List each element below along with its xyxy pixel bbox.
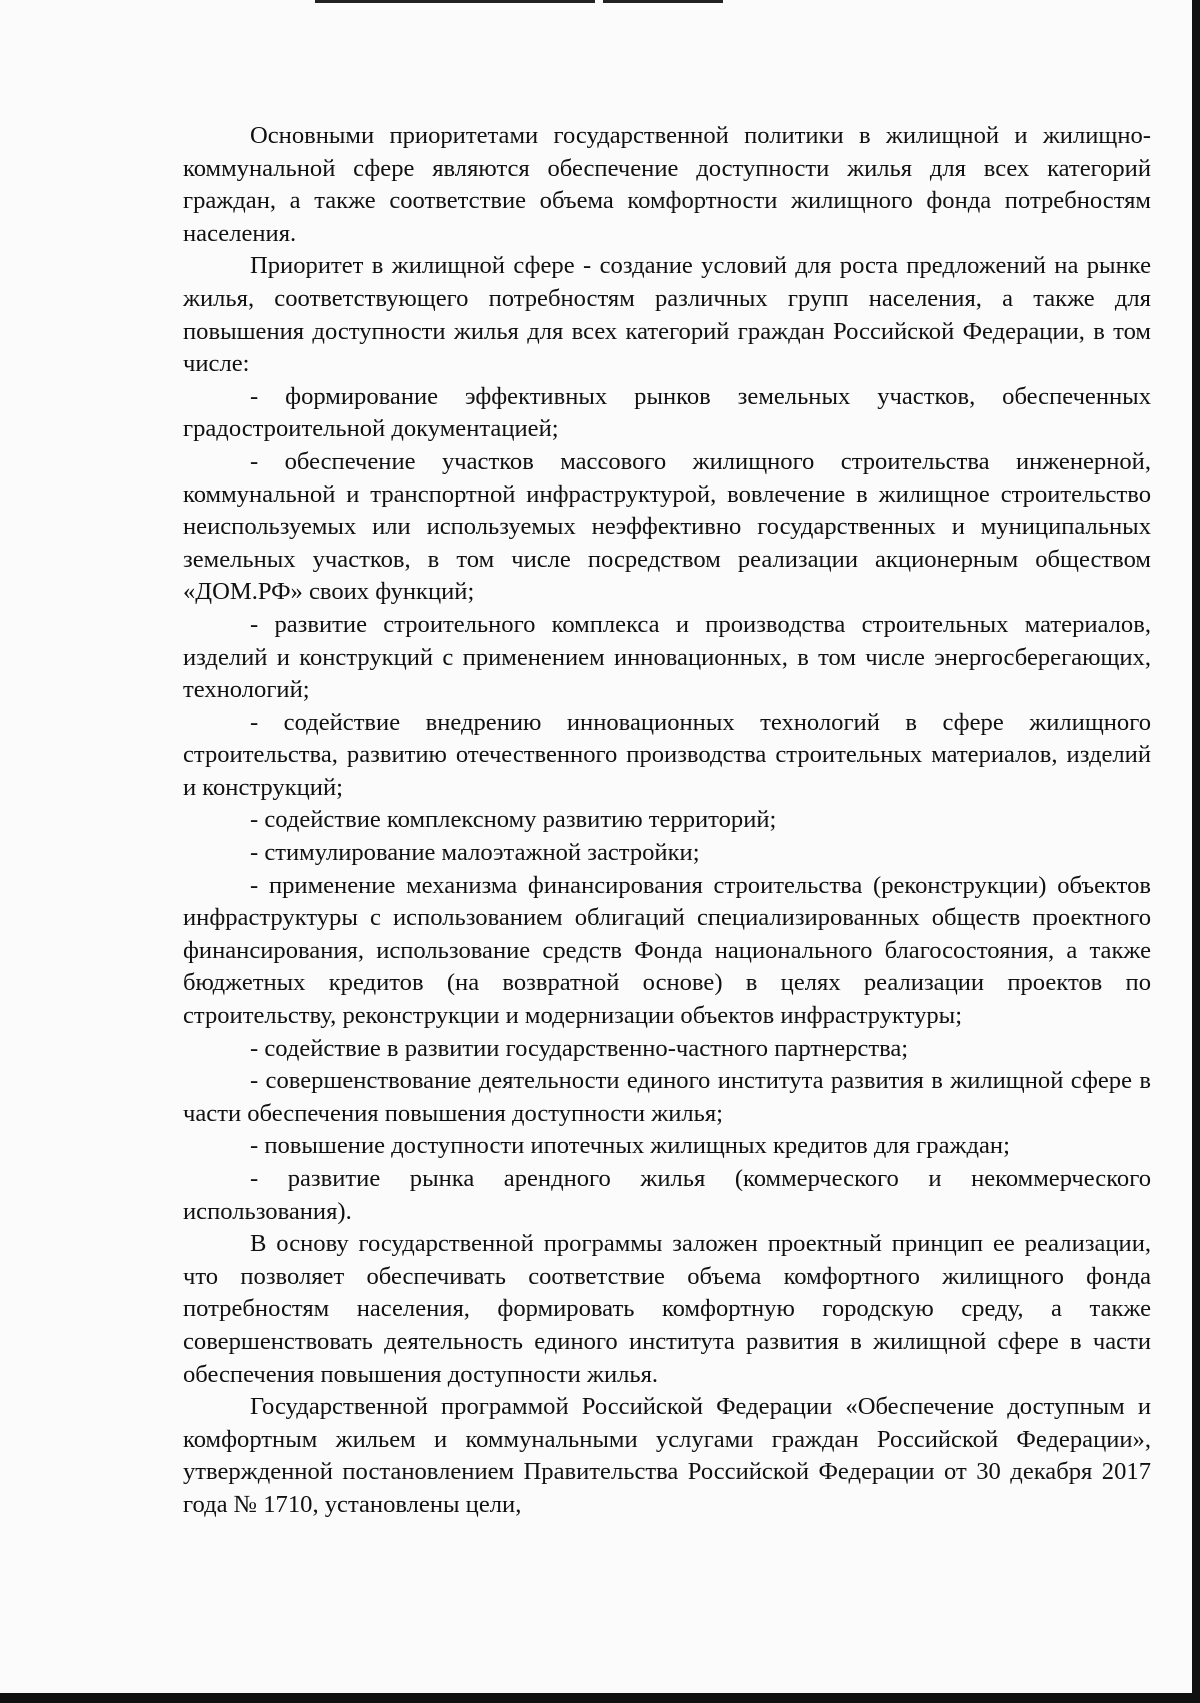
list-item: - совершенствование деятельности единого института развития в жилищной сфере в части обеспечения повышения доступности жилья; [183,1067,1151,1127]
list-item: - обеспечение участков массового жилищного строительства инженерной, коммунальной и транспортной инфраструктурой, вовлечение в жилищное строительство неиспользуемых или используемых неэффективно государственных и муниципальных земельных участков, в том числе посредством реализации акционерным обществом «ДОМ.РФ» своих функций; [183,447,1151,606]
list-item: - содействие комплексному развитию территорий; [250,806,777,834]
paragraph: Основными приоритетами государственной политики в жилищной и жилищно-коммунальной сфере являются обеспечение доступности жилья для всех категорий граждан, а также соответствие объема комфортности жилищного фонда потребностям населения. [183,122,1151,247]
document-body [183,120,1151,1522]
paragraph: Государственной программой Российской Федерации «Обеспечение доступным и комфортным жильем и коммунальными услугами граждан Российской Федерации», утвержденной постановлением Правительства Российской Федерации от 30 декабря 2017 года № 1710, установлены цели, [183,1393,1151,1518]
list-item: - повышение доступности ипотечных жилищных кредитов для граждан; [250,1132,1010,1160]
paragraph: В основу государственной программы заложен проектный принцип ее реализации, что позволяет обеспечивать соответствие объема комфортного жилищного фонда потребностям населения, формировать комфортную городскую среду, а также совершенствовать деятельность единого института развития в жилищной сфере в части обеспечения повышения доступности жилья. [183,1230,1151,1388]
top-edge-line [603,0,723,3]
list-item: - стимулирование малоэтажной застройки; [250,839,700,867]
list-item: - развитие рынка арендного жилья (коммерческого и некоммерческого использования). [183,1165,1151,1225]
top-edge-line [315,0,595,3]
list-item: - формирование эффективных рынков земельных участков, обеспеченных градостроительной документацией; [183,382,1151,443]
paragraph: Приоритет в жилищной сфере - создание условий для роста предложений на рынке жилья, соответствующего потребностям различных групп населения, а также для повышения доступности жилья для всех категорий граждан Российской Федерации, в том числе: [183,252,1151,378]
list-item: - применение механизма финансирования строительства (реконструкции) объектов инфраструктуры с использованием облигаций специализированных обществ проектного финансирования, использование средств Фонда национального благосостояния, а также бюджетных кредитов (на возвратной основе) в целях реализации проектов по строительству, реконструкции и модернизации объектов инфраструктуры; [183,871,1151,1030]
list-item: - развитие строительного комплекса и производства строительных материалов, изделий и конструкций с применением инновационных, в том числе энергосберегающих, технологий; [183,610,1151,704]
list-item: - содействие в развитии государственно-частного партнерства; [250,1034,909,1062]
list-item: - содействие внедрению инновационных технологий в сфере жилищного строительства, развитию отечественного производства строительных материалов, изделий и конструкций; [183,708,1151,801]
